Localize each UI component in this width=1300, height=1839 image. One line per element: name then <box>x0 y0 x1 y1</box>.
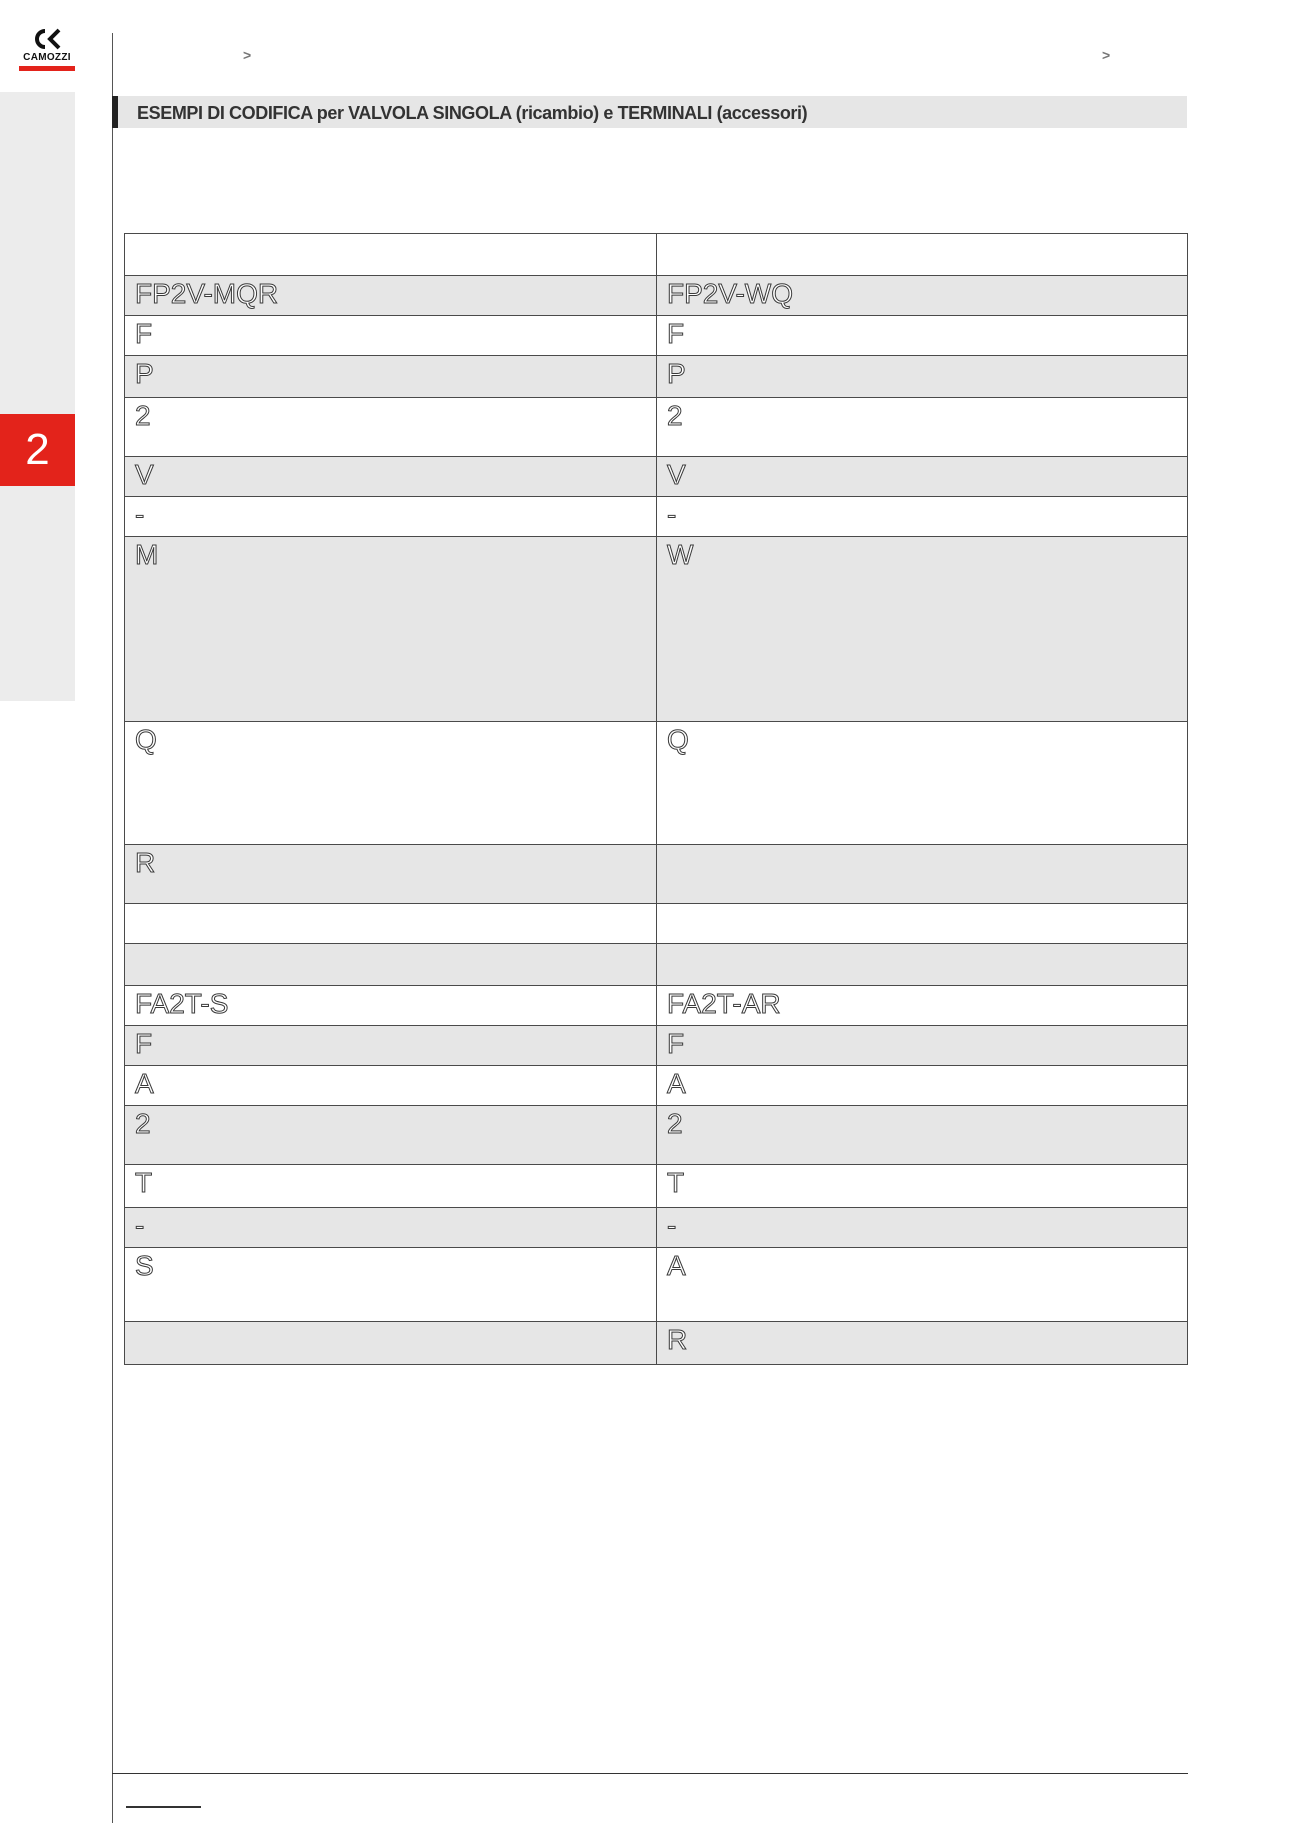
table-cell-right <box>657 944 1188 986</box>
table-cell-right <box>657 1106 1188 1165</box>
table-cell-right <box>657 986 1188 1026</box>
table-cell-left <box>125 1106 657 1165</box>
code-segment: - <box>667 499 677 530</box>
table-row <box>125 1106 1188 1165</box>
table-cell-right <box>657 497 1188 537</box>
code-segment: - <box>135 499 145 530</box>
table-row <box>125 722 1188 845</box>
table-cell-right <box>657 356 1188 398</box>
table-row <box>125 1322 1188 1365</box>
table-cell-right <box>657 1208 1188 1248</box>
table-cell-left <box>125 722 657 845</box>
table-row <box>125 904 1188 944</box>
code-segment: A <box>667 1068 686 1099</box>
code-segment: V <box>667 459 686 490</box>
table-row <box>125 1248 1188 1322</box>
code-segment: Q <box>135 724 157 755</box>
table-row <box>125 1165 1188 1208</box>
code-segment: FP2V-WQ <box>667 278 794 309</box>
code-segment: R <box>667 1324 688 1355</box>
table-cell-left <box>125 316 657 356</box>
table-row <box>125 356 1188 398</box>
section-header <box>112 96 1187 128</box>
code-segment: 2 <box>135 1108 151 1139</box>
table-cell-left <box>125 986 657 1026</box>
table-cell-left <box>125 537 657 722</box>
margin-rule <box>112 33 113 1823</box>
table-row <box>125 537 1188 722</box>
table-cell-right <box>657 537 1188 722</box>
table-cell-left <box>125 457 657 497</box>
table-cell-right <box>657 234 1188 276</box>
table-row <box>125 986 1188 1026</box>
breadcrumb-separator: > <box>243 47 252 63</box>
table-cell-right <box>657 1322 1188 1365</box>
code-segment: FA2T-AR <box>667 988 781 1019</box>
code-segment: S <box>135 1250 154 1281</box>
code-segment: - <box>135 1210 145 1241</box>
table-cell-left <box>125 234 657 276</box>
coding-examples-table <box>124 233 1188 1365</box>
code-segment: FP2V-MQR <box>135 278 279 309</box>
table-cell-right <box>657 276 1188 316</box>
table-cell-left <box>125 1165 657 1208</box>
brand-accent-bar <box>19 66 75 71</box>
table-cell-left <box>125 1248 657 1322</box>
table-cell-right <box>657 1066 1188 1106</box>
footer-rule <box>112 1773 1188 1774</box>
table-row <box>125 398 1188 457</box>
table-cell-left <box>125 1066 657 1106</box>
code-segment: 2 <box>135 400 151 431</box>
table-row <box>125 276 1188 316</box>
camozzi-logo <box>18 28 76 76</box>
section-title: ESEMPI DI CODIFICA per VALVOLA SINGOLA (ricambio) e TERMINALI (accessori) <box>137 103 808 123</box>
table-cell-right <box>657 1026 1188 1066</box>
camozzi-logo-icon <box>33 28 61 50</box>
side-panel <box>0 92 75 701</box>
code-segment: A <box>667 1250 686 1281</box>
footer-mark <box>126 1806 201 1808</box>
table-cell-left <box>125 1322 657 1365</box>
table-cell-right <box>657 316 1188 356</box>
table-cell-right <box>657 722 1188 845</box>
code-segment: F <box>135 318 153 349</box>
code-segment: Q <box>667 724 689 755</box>
code-segment: T <box>667 1167 685 1198</box>
table-cell-left <box>125 944 657 986</box>
table-row <box>125 845 1188 904</box>
table-row <box>125 316 1188 356</box>
table-cell-left <box>125 276 657 316</box>
table-cell-right <box>657 398 1188 457</box>
code-segment: W <box>667 539 694 570</box>
code-segment: 2 <box>667 1108 683 1139</box>
table-cell-right <box>657 1248 1188 1322</box>
code-segment: T <box>135 1167 153 1198</box>
code-segment: V <box>135 459 154 490</box>
code-segment: F <box>135 1028 153 1059</box>
chapter-tab[interactable]: 2 <box>0 414 75 486</box>
table-row <box>125 1026 1188 1066</box>
breadcrumb-separator: > <box>1102 47 1111 63</box>
table-cell-left <box>125 845 657 904</box>
table-cell-left <box>125 356 657 398</box>
table-cell-left <box>125 497 657 537</box>
table-row <box>125 1208 1188 1248</box>
table-cell-right <box>657 904 1188 944</box>
code-segment: P <box>667 358 686 389</box>
table-row <box>125 234 1188 276</box>
table-cell-right <box>657 845 1188 904</box>
table-row <box>125 497 1188 537</box>
code-segment: FA2T-S <box>135 988 229 1019</box>
section-marker <box>112 96 118 128</box>
code-segment: M <box>135 539 159 570</box>
table-cell-right <box>657 457 1188 497</box>
code-segment: - <box>667 1210 677 1241</box>
table-row <box>125 1066 1188 1106</box>
code-segment: 2 <box>667 400 683 431</box>
code-segment: A <box>135 1068 154 1099</box>
code-segment: P <box>135 358 154 389</box>
table-cell-left <box>125 1208 657 1248</box>
table-row <box>125 457 1188 497</box>
table-cell-left <box>125 398 657 457</box>
table-cell-left <box>125 904 657 944</box>
table-cell-left <box>125 1026 657 1066</box>
table-cell-right <box>657 1165 1188 1208</box>
code-segment: R <box>135 847 156 878</box>
code-segment: F <box>667 1028 685 1059</box>
table-row <box>125 944 1188 986</box>
code-segment: F <box>667 318 685 349</box>
brand-name: CAMOZZI <box>23 52 71 63</box>
